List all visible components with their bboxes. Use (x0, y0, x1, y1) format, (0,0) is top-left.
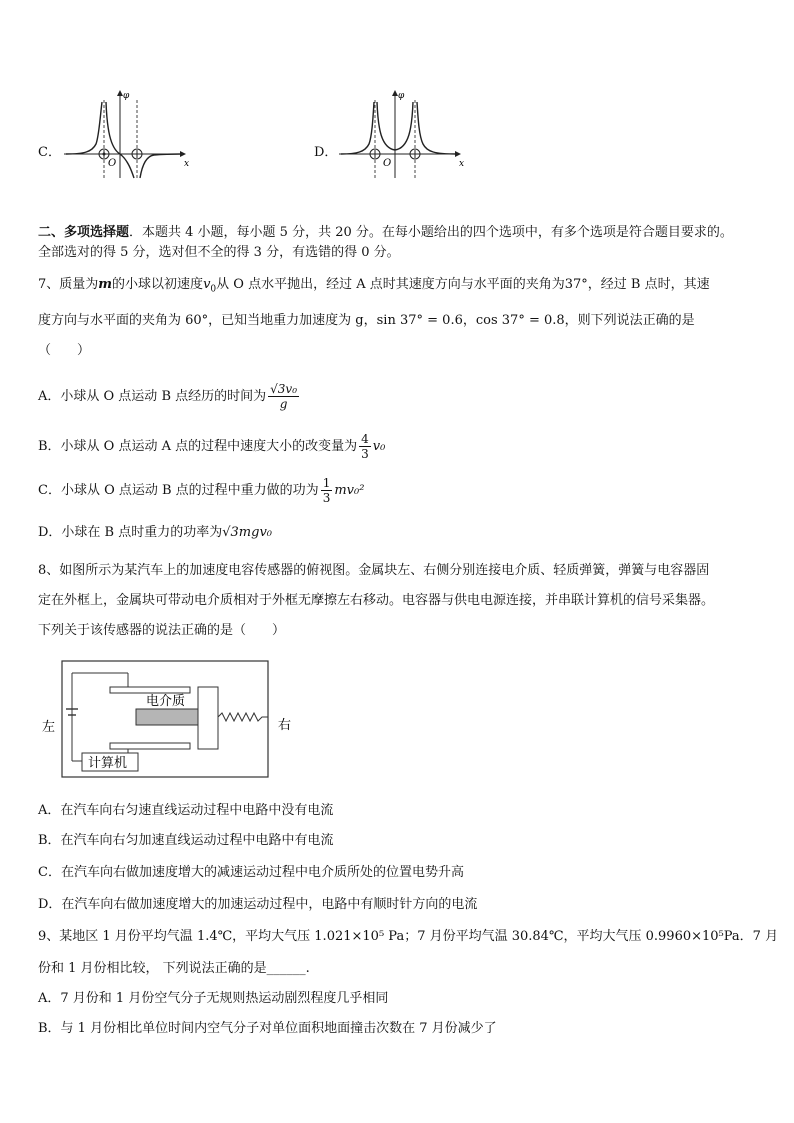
q9-line2: 份和 1 月份相比较， 下列说法正确的是______. (38, 961, 310, 976)
option-c-phi-label: φ (123, 91, 130, 101)
q8-option-c: C．在汽车向右做加速度增大的减速运动过程中电介质所处的位置电势升高 (38, 865, 464, 880)
fig-dielectric-label: 电介质 (146, 694, 186, 709)
q7-line2: 度方向与水平面的夹角为 60°，已知当地重力加速度为 g，sin 37° = 0.6，cos 37° = 0.8，则下列说法正确的是 (38, 313, 695, 328)
section2-line1: 二、多项选择题．本题共 4 小题，每小题 5 分，共 20 分。在每小题给出的四个选项中，有多个选项是符合题目要求的。 (38, 225, 733, 240)
q9-line1: 9、某地区 1 月份平均气温 1.4℃，平均大气压 1.021×10⁵ Pa；7 月份平均气温 30.84℃，平均大气压 0.9960×10⁵Pa．7 月 (38, 929, 779, 944)
option-d-phi-label: φ (398, 91, 405, 101)
q8-option-a: A．在汽车向右匀速直线运动过程中电路中没有电流 (38, 803, 334, 818)
q7-option-b: B．小球从 O 点运动 A 点的过程中速度大小的改变量为 $\frac{4}{3}$ v₀ (38, 432, 386, 461)
q9-option-a: A．7 月份和 1 月份空气分子无规则热运动剧烈程度几乎相同 (38, 991, 389, 1006)
q8-line2: 定在外框上，金属块可带动电介质相对于外框无摩擦左右移动。电容器与供电电源连接，并串联计算机的信号采集器。 (38, 593, 715, 608)
fig-computer-label: 计算机 (88, 756, 128, 771)
section2-line2: 全部选对的得 5 分，选对但不全的得 3 分，有选错的得 0 分。 (38, 245, 400, 260)
q8-option-b: B．在汽车向右匀加速直线运动过程中电路中有电流 (38, 833, 334, 848)
q8-line1: 8、如图所示为某汽车上的加速度电容传感器的俯视图。金属块左、右侧分别连接电介质、轻质弹簧，弹簧与电容器固 (38, 563, 710, 578)
option-d-x-label: x (459, 159, 465, 169)
option-c-graph (62, 88, 194, 180)
q8-option-d: D．在汽车向右做加速度增大的加速运动过程中，电路中有顺时针方向的电流 (38, 897, 478, 912)
q7-option-c: C．小球从 O 点运动 B 点的过程中重力做的功为 $\frac{1}{3}$ mv₀² (38, 476, 365, 505)
fig-right-label: 右 (278, 718, 292, 733)
option-d-label: D． (314, 145, 338, 160)
q8-sensor-diagram (38, 655, 308, 785)
q7-option-d: D．小球在 B 点时重力的功率为√3mgv₀ (38, 525, 273, 540)
option-c-origin-label: O (108, 158, 117, 169)
q8-line3: 下列关于该传感器的说法正确的是（ ） (38, 623, 286, 638)
option-c-x-label: x (184, 159, 190, 169)
fig-left-label: 左 (42, 720, 56, 735)
section2-title: 二、多项选择题 (38, 225, 130, 240)
q9-option-b: B．与 1 月份相比单位时间内空气分子对单位面积地面撞击次数在 7 月份减少了 (38, 1021, 497, 1036)
q7-answer-paren: （ ） (38, 343, 91, 358)
q7-option-a: A．小球从 O 点运动 B 点经历的时间为 $\frac{\text{√3v₀}}{g}$ (38, 382, 298, 411)
option-d-origin-label: O (383, 158, 392, 169)
option-d-graph (337, 88, 469, 180)
q7-line1: 7、质量为m的小球以初速度$v_0$从 O 点水平抛出，经过 A 点时其速度方向与水平面的夹角为37°，经过 B 点时，其速 (38, 277, 710, 295)
option-c-label: C． (38, 145, 61, 160)
